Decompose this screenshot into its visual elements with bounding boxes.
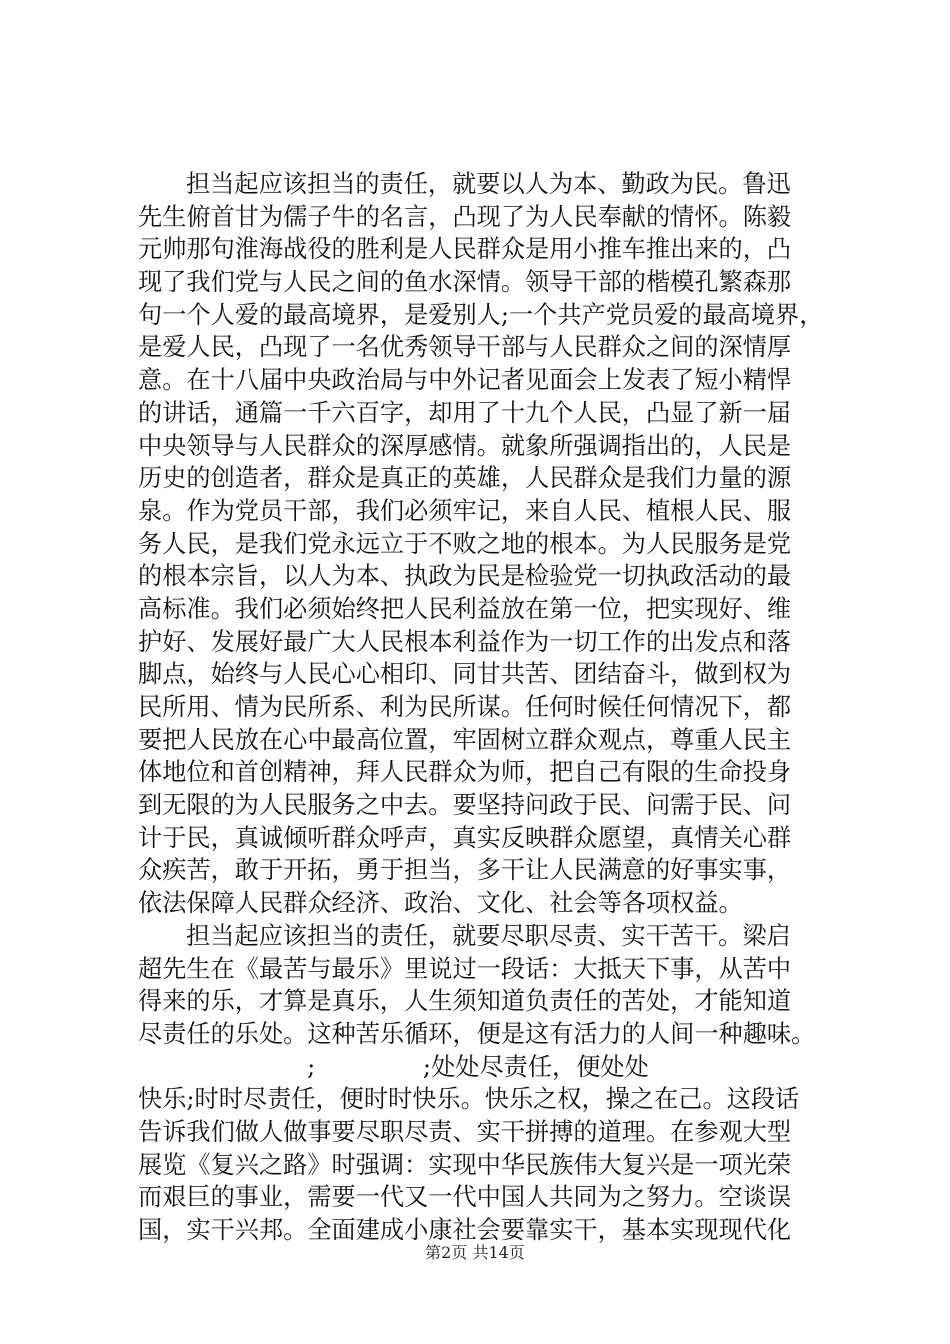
- paragraph-line: 泉。作为党员干部，我们必须牢记，来自人民、植根人民、服: [138, 496, 792, 525]
- page-number-label: 第2页 共14页: [425, 1243, 525, 1262]
- paragraph-line: 超先生在《最苦与最乐》里说过一段话：大抵天下事，从苦中: [138, 954, 792, 983]
- paragraph-line: ; ;处处尽责任，便处处: [138, 1052, 649, 1081]
- paragraph-line: 告诉我们做人做事要尽职尽责、实干拼搏的道理。在参观大型: [138, 1117, 792, 1146]
- page-footer: [0, 1240, 950, 1263]
- paragraph-line: 现了我们党与人民之间的鱼水深情。领导干部的楷模孔繁森那: [138, 268, 792, 297]
- paragraph-line: 展览《复兴之路》时强调：实现中华民族伟大复兴是一项光荣: [138, 1150, 792, 1179]
- paragraph-line: 快乐;时时尽责任，便时时快乐。快乐之权，操之在己。这段话: [138, 1085, 800, 1114]
- paragraph-line: 中央领导与人民群众的深厚感情。就象所强调指出的，人民是: [138, 431, 792, 460]
- paragraph-line: 体地位和首创精神，拜人民群众为师，把自己有限的生命投身: [138, 758, 792, 787]
- paragraph-line: 民所用、情为民所系、利为民所谋。任何时候任何情况下，都: [138, 693, 792, 721]
- paragraph-line: 的根本宗旨，以人为本、执政为民是检验党一切执政活动的最: [138, 562, 792, 591]
- paragraph-line: 脚点，始终与人民心心相印、同甘共苦、团结奋斗，做到权为: [138, 660, 792, 689]
- paragraph-line: 到无限的为人民服务之中去。要坚持问政于民、问需于民、问: [138, 791, 792, 820]
- paragraph-line: 元帅那句淮海战役的胜利是人民群众是用小推车推出来的，凸: [138, 235, 792, 264]
- paragraph-line: 计于民，真诚倾听群众呼声，真实反映群众愿望，真情关心群: [138, 823, 792, 852]
- paragraph-line: 务人民，是我们党永远立于不败之地的根本。为人民服务是党: [138, 529, 792, 558]
- paragraph-line: 句一个人爱的最高境界，是爱别人;一个共产党员爱的最高境界，: [138, 300, 824, 329]
- paragraph-line: 先生俯首甘为儒子牛的名言，凸现了为人民奉献的情怀。陈毅: [138, 202, 792, 231]
- paragraph-line: 的讲话，通篇一千六百字，却用了十九个人民，凸显了新一届: [138, 398, 792, 427]
- paragraph-line: 意。在十八届中央政治局与中外记者见面会上发表了短小精悍: [138, 366, 792, 395]
- paragraph-line: 而艰巨的事业，需要一代又一代中国人共同为之努力。空谈误: [138, 1183, 792, 1212]
- paragraph-line: 尽责任的乐处。这种苦乐循环，便是这有活力的人间一种趣味。: [138, 1019, 816, 1048]
- paragraph-line: 依法保障人民群众经济、政治、文化、社会等各项权益。: [138, 889, 743, 918]
- paragraph-line: 国，实干兴邦。全面建成小康社会要靠实干，基本实现现代化: [138, 1216, 792, 1244]
- paragraph-line: 高标准。我们必须始终把人民利益放在第一位，把实现好、维: [138, 594, 792, 623]
- paragraph-line: 护好、发展好最广大人民根本利益作为一切工作的出发点和落: [138, 627, 792, 656]
- document-body: [138, 168, 832, 1247]
- paragraph-line: 众疾苦，敢于开拓，勇于担当，多干让人民满意的好事实事，: [138, 856, 792, 885]
- paragraph-line: 要把人民放在心中最高位置，牢固树立群众观点，尊重人民主: [138, 725, 792, 754]
- paragraph-line: 担当起应该担当的责任，就要尽职尽责、实干苦干。梁启: [186, 921, 791, 950]
- paragraph-line: 得来的乐，才算是真乐，人生须知道负责任的苦处，才能知道: [138, 987, 792, 1016]
- paragraph-line: 担当起应该担当的责任，就要以人为本、勤政为民。鲁迅: [186, 170, 791, 198]
- paragraph-line: 是爱人民，凸现了一名优秀领导干部与人民群众之间的深情厚: [138, 333, 792, 362]
- paragraph-line: 历史的创造者，群众是真正的英雄，人民群众是我们力量的源: [138, 464, 792, 493]
